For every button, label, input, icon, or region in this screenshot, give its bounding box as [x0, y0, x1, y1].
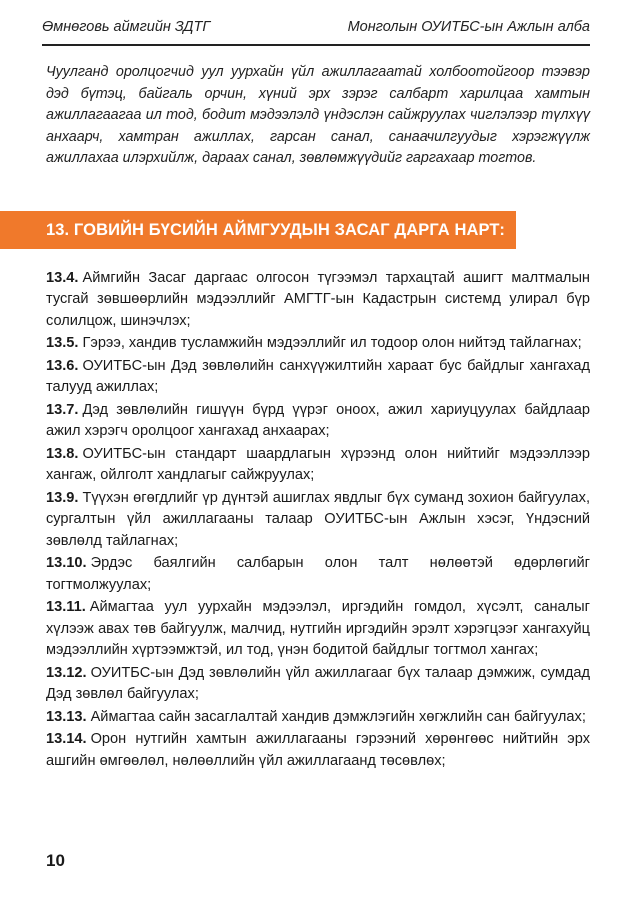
item-number: 13.14. [46, 731, 87, 748]
list-item [46, 268, 590, 332]
item-text: ОУИТБС-ын Дэд зөвлөлийн үйл ажиллагааг бүх талаар дэмжиж, сумдад Дэд зөвлөл байгуулах; [46, 664, 590, 703]
item-text: Эрдэс баялгийн салбарын олон талт нөлөөтэй өдөрлөгийг тогтмолжуулах; [46, 555, 590, 593]
item-text: ОУИТБС-ын Дэд зөвлөлийн санхүүжилтийн хараат бус байдлыг хангахад талууд ажиллах; [46, 358, 590, 396]
item-number: 13.7. [46, 402, 79, 418]
list-item [46, 444, 590, 487]
item-number: 13.5. [46, 335, 79, 352]
item-number: 13.8. [46, 446, 79, 462]
list-item [46, 707, 590, 728]
item-text: Түүхэн өгөгдлийг үр дүнтэй ашиглах явдлыг бүх суманд зохион байгуулах, сургалтын үйл ажиллагааны талаар ОУИТБС-ын Ажлын хэсэг, Үндэсний зөвлөлд тайлагнах; [46, 490, 590, 549]
item-text: Дэд зөвлөлийн гишүүн бүрд үүрэг оноох, ажил хариуцуулах байдлаар ажил хэрэгч оролцоог хангахад анхаарах; [46, 402, 590, 440]
list-item [46, 356, 590, 399]
item-number: 13.4. [46, 270, 79, 286]
item-number: 13.10. [46, 555, 87, 572]
list-item [46, 488, 590, 552]
item-number: 13.6. [46, 358, 79, 374]
item-text: Аймгийн Засаг даргаас олгосон түгээмэл тархацтай ашигт малтмалын тусгай зөвшөөрлийн мэдээллийг АМГТГ-ын Кадастрын системд улирал бүр солилцож, шинэчлэх; [46, 270, 590, 329]
item-number: 13.13. [46, 708, 87, 725]
header-left-organization: Өмнөговь аймгийн ЗДТГ [42, 19, 211, 35]
list-item [46, 333, 590, 354]
item-number: 13.9. [46, 490, 79, 506]
list-item [46, 729, 590, 772]
header-divider [42, 44, 590, 46]
intro-paragraph: Чуулганд оролцогчид уул уурхайн үйл ажиллагаатай холбоотойгоор тээвэр дэд бүтэц, байгаль орчин, хүний эрх зэрэг салбарт харилцаа хамтын ажиллагаагаа ил тод, бодит мэдээлэлд үндэслэн сайжруулах чиглэлээр түлхүү анхаарч, хамтран ажиллах, гарсан санал, санаачилгуудыг хэрэгжүүлж ажиллахаа илэрхийлж, дараах санал, зөвлөмжүүдийг гаргахаар тогтов. [46, 64, 590, 167]
item-text: Аймагтаа сайн засаглалтай хандив дэмжлэгийн хөгжлийн сан байгуулах; [90, 708, 586, 725]
item-text: ОУИТБС-ын стандарт шаардлагын хүрээнд олон нийтийг мэдээллээр хангаж, ойлголт хандлагыг сайжруулах; [46, 446, 590, 484]
list-item [46, 553, 590, 596]
item-text: Гэрээ, хандив тусламжийн мэдээллийг ил тодоор олон нийтэд тайлагнах; [82, 335, 582, 352]
list-item [46, 597, 590, 661]
recommendation-list [46, 268, 590, 773]
section-heading-banner [0, 211, 516, 249]
running-header [42, 14, 590, 40]
list-item [46, 663, 590, 706]
page-number: 10 [46, 851, 65, 870]
item-text: Аймагтаа уул уурхайн мэдээлэл, иргэдийн гомдол, хүсэлт, саналыг хүлээж авах төв байгуулж, малчид, нутгийн иргэдийн эрэлт хэрэгцээг хангахуйц мэдээллийн хүртээмжтэй, ил тод, үнэн бодитой байдлыг тогтмол хангах; [46, 599, 590, 659]
item-number: 13.11. [46, 599, 86, 616]
item-text: Орон нутгийн хамтын ажиллагааны гэрээний хөрөнгөөс нийтийн эрх ашгийн өмгөөлөл, нөлөөллийн үйл ажиллагаанд төсөвлөх; [46, 731, 590, 769]
header-right-organization: Монголын ОУИТБС-ын Ажлын алба [347, 19, 590, 35]
item-number: 13.12. [46, 664, 87, 681]
section-title: 13. ГОВИЙН БҮСИЙН АЙМГУУДЫН ЗАСАГ ДАРГА НАРТ: [46, 220, 505, 239]
list-item [46, 400, 590, 443]
